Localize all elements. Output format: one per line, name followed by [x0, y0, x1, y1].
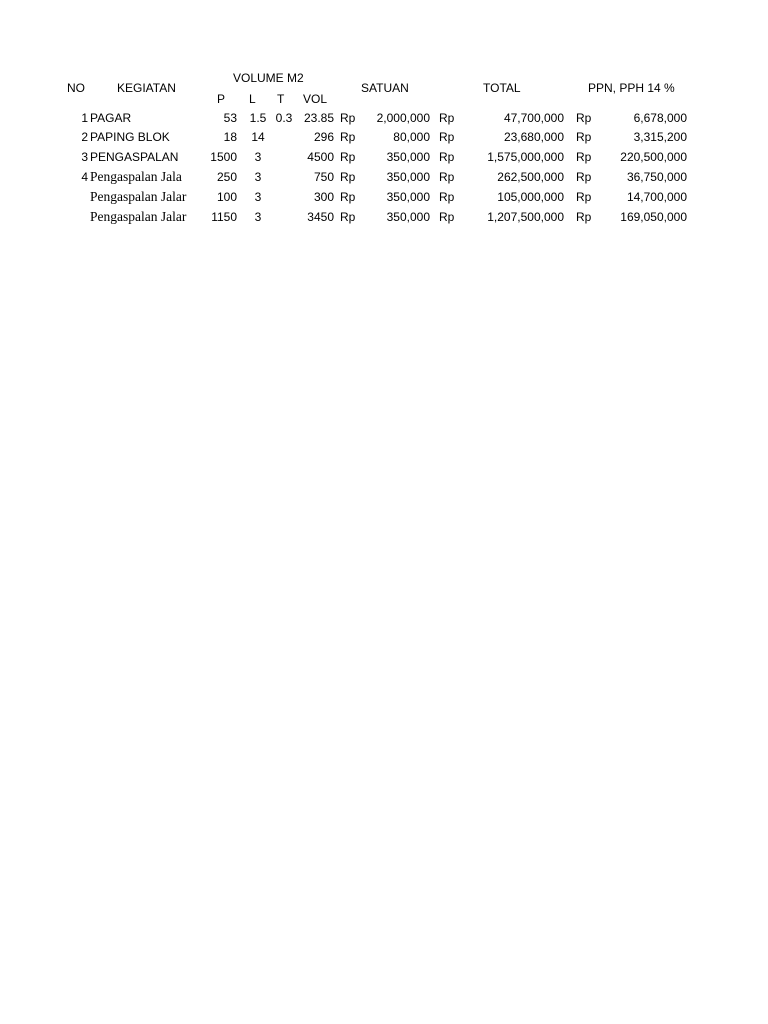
cell-kegiatan: PAGAR	[90, 111, 132, 125]
header-volume: VOLUME M2	[233, 71, 304, 85]
cell-p: 100	[216, 190, 237, 204]
cell-rp-total: Rp	[439, 170, 455, 184]
cell-rp-ppn: Rp	[576, 210, 592, 224]
cell-satuan: 350,000	[386, 190, 430, 204]
cell-no: 3	[81, 150, 88, 164]
cell-rp-ppn: Rp	[576, 150, 592, 164]
cell-total: 1,207,500,000	[487, 210, 564, 224]
cell-rp-ppn: Rp	[576, 130, 592, 144]
cell-p: 1500	[210, 150, 237, 164]
cell-ppn-pph: 14,700,000	[626, 190, 687, 204]
header-kegiatan: KEGIATAN	[117, 81, 176, 95]
cell-rp-total: Rp	[439, 150, 455, 164]
cell-l: 3	[254, 150, 262, 164]
cell-rp-satuan: Rp	[340, 111, 356, 125]
cell-kegiatan: PAPING BLOK	[90, 130, 170, 144]
cell-rp-ppn: Rp	[576, 190, 592, 204]
cell-satuan: 350,000	[386, 150, 430, 164]
cell-ppn-pph: 169,050,000	[620, 210, 687, 224]
header-ppn-pph: PPN, PPH 14 %	[588, 81, 675, 95]
cell-vol: 300	[313, 190, 334, 204]
cell-ppn-pph: 220,500,000	[620, 150, 687, 164]
header-total: TOTAL	[483, 81, 521, 95]
cell-satuan: 350,000	[386, 170, 430, 184]
cell-rp-total: Rp	[439, 111, 455, 125]
cell-p: 1150	[211, 210, 237, 224]
cell-vol: 4500	[307, 150, 334, 164]
cell-vol: 750	[313, 170, 334, 184]
cell-total: 47,700,000	[503, 111, 564, 125]
cell-no: 4	[81, 170, 88, 184]
cell-rp-total: Rp	[439, 210, 455, 224]
cell-no: 1	[81, 111, 88, 125]
cell-satuan: 2,000,000	[376, 111, 430, 125]
cell-p: 18	[223, 130, 237, 144]
cell-l: 14	[251, 130, 265, 144]
header-p: P	[217, 92, 226, 106]
header-l: L	[249, 92, 256, 106]
cell-l: 3	[254, 210, 262, 224]
cell-l: 1.5	[249, 111, 267, 125]
cell-l: 3	[254, 190, 262, 204]
cell-rp-satuan: Rp	[340, 210, 356, 224]
cell-rp-satuan: Rp	[340, 130, 356, 144]
cell-kegiatan: PENGASPALAN	[90, 150, 179, 164]
cell-ppn-pph: 36,750,000	[626, 170, 687, 184]
cell-kegiatan: Pengaspalan Jalar	[90, 190, 187, 204]
cell-total: 23,680,000	[503, 130, 564, 144]
cell-l: 3	[254, 170, 262, 184]
cell-rp-satuan: Rp	[340, 170, 356, 184]
cell-rp-total: Rp	[439, 190, 455, 204]
cell-ppn-pph: 3,315,200	[633, 130, 687, 144]
cell-vol: 296	[313, 130, 334, 144]
header-satuan: SATUAN	[361, 81, 409, 95]
cell-rp-ppn: Rp	[576, 170, 592, 184]
cell-total: 1,575,000,000	[487, 150, 564, 164]
cell-vol: 3450	[307, 210, 334, 224]
cell-p: 250	[216, 170, 237, 184]
header-no: NO	[67, 81, 85, 95]
header-vol: VOL	[303, 92, 328, 106]
cell-vol: 23.85	[303, 111, 334, 125]
cell-p: 53	[223, 111, 237, 125]
cell-satuan: 80,000	[393, 130, 430, 144]
cell-kegiatan: Pengaspalan Jalar	[90, 210, 187, 224]
cell-ppn-pph: 6,678,000	[633, 111, 687, 125]
cell-satuan: 350,000	[386, 210, 430, 224]
cell-t: 0.3	[275, 111, 293, 125]
cell-rp-satuan: Rp	[340, 190, 356, 204]
cell-rp-total: Rp	[439, 130, 455, 144]
cell-rp-ppn: Rp	[576, 111, 592, 125]
cell-total: 105,000,000	[497, 190, 564, 204]
header-t: T	[277, 92, 285, 106]
cell-kegiatan: Pengaspalan Jala	[90, 170, 182, 184]
cell-total: 262,500,000	[497, 170, 564, 184]
cell-rp-satuan: Rp	[340, 150, 356, 164]
cell-no: 2	[81, 130, 88, 144]
